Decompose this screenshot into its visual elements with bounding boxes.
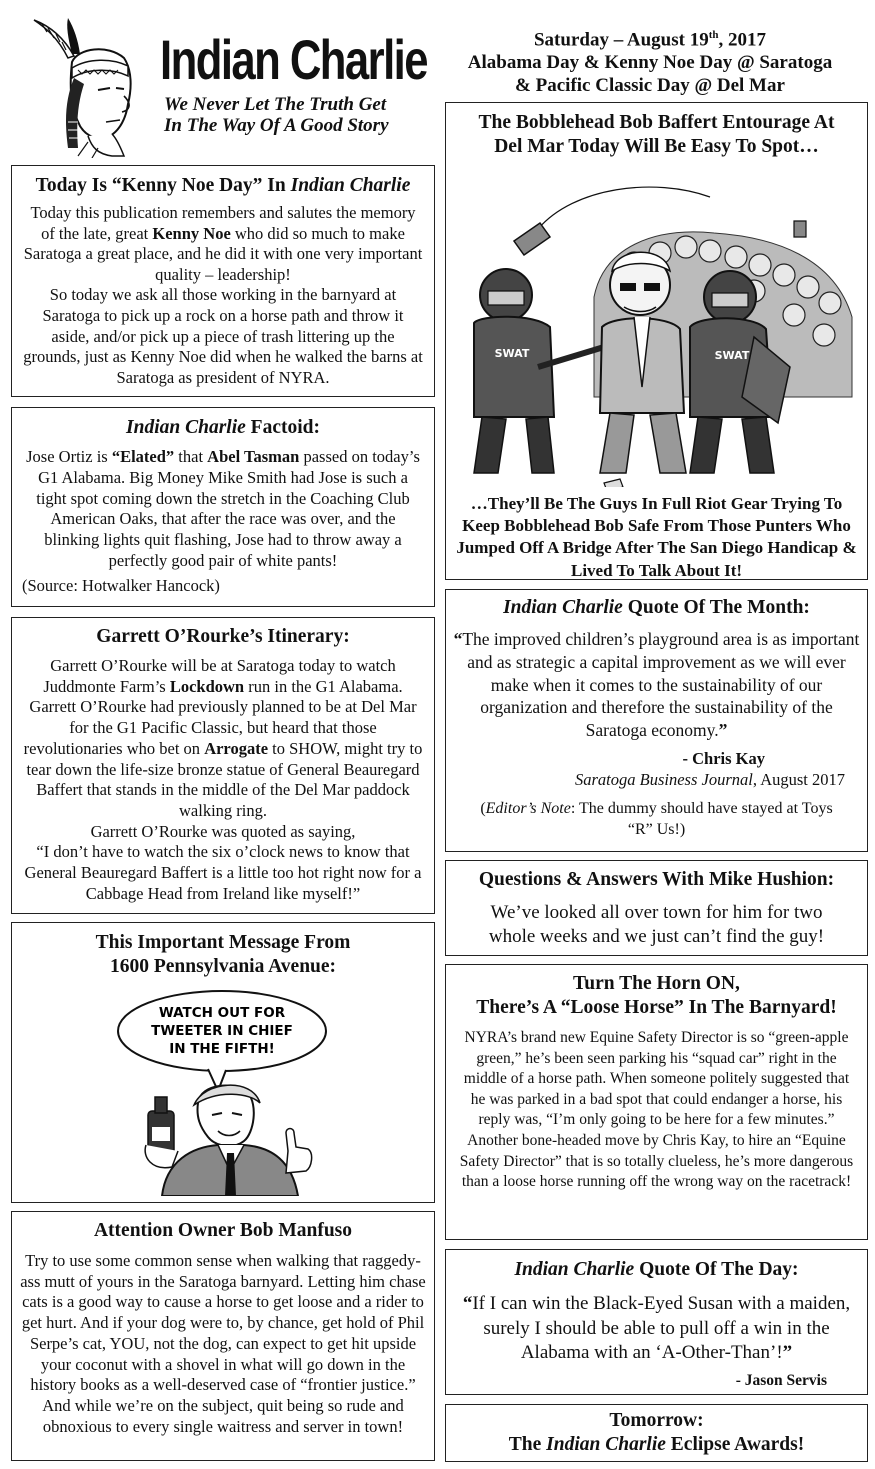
factoid-source: (Source: Hotwalker Hancock) — [22, 575, 220, 595]
tomorrow-line-2 — [452, 1433, 861, 1457]
quote-month-author: - Chris Kay — [682, 748, 765, 768]
qa-body: We’ve looked all over town for him for two whole weeks and we just can’t find the guy! — [488, 902, 825, 947]
loose-horse-article — [445, 964, 868, 1240]
kenny-paragraph-1 — [22, 203, 424, 285]
garrett-article — [11, 617, 435, 914]
tagline-line-1: We Never Let The Truth Get — [164, 94, 387, 115]
bubble-line-1: WATCH OUT FOR — [158, 1005, 286, 1021]
quote-month-title-b: Quote Of The Month: — [622, 597, 810, 618]
kenny-title-a: Today Is “Kenny Noe Day” In — [35, 175, 291, 196]
kenny-paragraph-2: So today we ask all those working in the barnyard at Saratoga to pick up a rock on a horse path and throw it aside, and/or pick up a piece of trash littering up the grounds, just as Kenny Noe did when he walked the barns at Saratoga as president of NYRA. — [23, 285, 423, 387]
kenny-noe-body — [22, 203, 424, 388]
tomorrow-teaser — [445, 1404, 868, 1462]
factoid-d: Abel Tasman — [207, 447, 300, 466]
quote-day-close: ” — [782, 1342, 793, 1363]
quote-of-the-day — [445, 1249, 868, 1395]
quote-day-heading — [452, 1258, 861, 1282]
message-title-1: This Important Message From — [95, 932, 351, 953]
date-sup: th — [708, 29, 719, 41]
factoid-heading — [22, 416, 424, 440]
horn-title-1: Turn The Horn ON, — [573, 973, 740, 994]
publication-name: Saratoga Business Journal — [575, 769, 753, 789]
note-paren: ( — [480, 799, 486, 817]
bobblehead-article — [445, 102, 868, 580]
qa-heading: Questions & Answers With Mike Hushion: — [478, 869, 835, 890]
publication-date: , August 2017 — [752, 769, 845, 789]
tomorrow-c: Eclipse Awards! — [665, 1434, 805, 1455]
quote-day-author: - Jason Servis — [735, 1371, 827, 1389]
dateline — [440, 24, 860, 97]
manfuso-paragraph-2: And while we’re on the subject, quit being so rude and obnoxious to every single waitress and server in town! — [42, 1395, 404, 1436]
bobblehead-title-2: Del Mar Today Will Be Easy To Spot… — [494, 136, 819, 157]
factoid-c: that — [174, 447, 208, 466]
manfuso-article — [11, 1211, 435, 1461]
horn-heading — [452, 972, 861, 1020]
garrett-paragraph-3: “I don’t have to watch the six o’clock news to know that General Beauregard Baffert is a little too hot right now for a Cabbage Head from Ireland like myself!” — [24, 842, 422, 903]
quote-month-publication — [452, 769, 845, 790]
quote-open-mark: “ — [453, 629, 463, 649]
bobblehead-heading — [454, 111, 859, 159]
quote-month-title-a: Indian Charlie — [503, 597, 623, 618]
factoid-title-b: Factoid: — [245, 417, 320, 438]
bobblehead-caption: …They’ll Be The Guys In Full Riot Gear Trying To Keep Bobblehead Bob Safe From Those Punters Who Jumped Off A Bridge After The San Diego Handicap & Lived To Talk About It! — [456, 494, 857, 580]
quote-day-open: “ — [462, 1293, 473, 1314]
bobblehead-title-1: The Bobblehead Bob Baffert Entourage At — [478, 112, 835, 133]
note-label: Editor’s Note — [485, 799, 571, 817]
garrett-d: Arrogate — [204, 738, 269, 758]
factoid-a: Jose Ortiz is — [26, 447, 112, 466]
bubble-line-2: TWEETER IN CHIEF — [151, 1023, 293, 1039]
message-title-2: 1600 Pennsylvania Avenue: — [109, 956, 337, 977]
masthead-tagline — [160, 94, 440, 136]
garrett-heading: Garrett O’Rourke’s Itinerary: — [96, 626, 350, 647]
date-day: Saturday – August 19 — [533, 29, 709, 51]
quote-day-title-a: Indian Charlie — [514, 1259, 635, 1280]
kenny-p1-c: who did so much to make Saratoga a great place, and he did it with one very important quality – leadership! — [23, 223, 423, 284]
swat-label-left: SWAT — [494, 347, 530, 360]
tomorrow-line-1: Tomorrow: — [609, 1410, 704, 1431]
kenny-title-b: Indian Charlie — [290, 175, 411, 196]
kenny-p1-a: Today this publication remembers and salutes the memory of the late, great — [30, 203, 416, 243]
message-heading — [22, 931, 424, 979]
kenny-p1-b: Kenny Noe — [152, 223, 231, 243]
qa-hushion — [445, 860, 868, 956]
garrett-a: Garrett O’Rourke will be at Saratoga today to watch Juddmonte Farm’s — [43, 656, 396, 696]
bubble-line-3: IN THE FIFTH! — [169, 1041, 275, 1057]
garrett-b: Lockdown — [169, 676, 245, 696]
garrett-c: run in the G1 Alabama. Garrett O’Rourke had previously planned to be at Del Mar for the G1 Pacific Classic, but heard that those revolutionaries who bet on — [23, 676, 417, 758]
date-year: , 2017 — [718, 29, 767, 51]
tomorrow-b: Indian Charlie — [546, 1434, 666, 1455]
kenny-noe-article — [11, 165, 435, 397]
factoid-article — [11, 407, 435, 607]
garrett-paragraph-2: Garrett O’Rourke was quoted as saying, — [90, 821, 356, 841]
factoid-b: “Elated” — [111, 447, 175, 466]
quote-day-text — [452, 1292, 861, 1366]
manfuso-paragraph-1: Try to use some common sense when walking that raggedy-ass mutt of yours in the Saratoga barnyard. Letting him chase cats is a good way to cause a horse to get loose and a rider to get hurt. And if your dog were to, by chance, get hold of Phil Serpe’s cat, YOU, not the dog, can expect to get hit upside your coconut with a shovel in what will go down in the history books as a well-deserved case of “frontier justice.” — [20, 1251, 426, 1395]
tomorrow-a: The — [508, 1434, 547, 1455]
indian-head-logo — [28, 18, 146, 158]
masthead — [160, 30, 440, 136]
quote-of-the-month — [445, 589, 868, 852]
masthead-title: Indian Charlie — [160, 28, 427, 91]
kenny-noe-heading — [22, 174, 424, 198]
swat-label-right: SWAT — [714, 349, 750, 362]
quote-day-title-b: Quote Of The Day: — [634, 1259, 799, 1280]
quote-close-mark: ” — [718, 720, 728, 741]
factoid-e: passed on today’s G1 Alabama. Big Money Mike Smith had Jose is such a tight spot coming down the stretch in the Coaching Club American Oaks, that after the race was over, and the blinking lights quit flashing, Jose had to throw away a perfectly good pair of white pants! — [36, 447, 420, 570]
factoid-body — [22, 447, 424, 572]
dateline-event-2: & Pacific Classic Day @ Del Mar — [515, 75, 785, 97]
quote-month-heading — [452, 596, 861, 620]
factoid-title-a: Indian Charlie — [126, 417, 246, 438]
manfuso-body — [18, 1251, 428, 1437]
garrett-body — [20, 656, 426, 904]
quote-month-text — [452, 628, 861, 742]
editors-note — [452, 798, 861, 840]
tweeter-cartoon — [22, 981, 426, 1196]
note-text: : The dummy should have stayed at Toys “R” Us!) — [570, 799, 833, 838]
horn-body: NYRA’s brand new Equine Safety Director is so “green-apple green,” he’s been seen parking his “squad car” right in the middle of a horse path. When someone politely suggested that he was parked in a bad spot that could endanger a horse, his reply was, “I’m only going to be here for a few minutes.” Another bone-headed move by Chris Kay, to hire an “Equine Safety Director” that is so totally clueless, he’s more dangerous than a loose horse running off the wrong way on the racetrack! — [459, 1029, 854, 1191]
garrett-e: to SHOW, might try to tear down the life-size bronze statue of General Beauregard Baffert that stands in the middle of the Del Mar paddock walking ring. — [26, 738, 423, 820]
whitehouse-message — [11, 922, 435, 1203]
date-line — [440, 24, 860, 51]
tagline-line-2: In The Way Of A Good Story — [164, 115, 389, 136]
quote-month-body: The improved children’s playground area is as important and as strategic a capital improvement as we will ever make when it comes to the sustainability of our organization and therefore the sustainability of the Saratoga economy. — [462, 629, 860, 741]
tomorrow-heading — [452, 1409, 861, 1457]
manfuso-heading: Attention Owner Bob Manfuso — [93, 1220, 353, 1241]
quote-day-body: If I can win the Black-Eyed Susan with a maiden, surely I should be able to pull off a win in the Alabama with an ‘A-Other-Than’! — [472, 1293, 851, 1363]
garrett-paragraph-1 — [20, 656, 426, 822]
horn-title-2: There’s A “Loose Horse” In The Barnyard! — [476, 997, 837, 1018]
quote-month-attribution — [452, 748, 861, 790]
riot-gear-cartoon — [454, 167, 859, 487]
dateline-event-1: Alabama Day & Kenny Noe Day @ Saratoga — [467, 52, 833, 74]
